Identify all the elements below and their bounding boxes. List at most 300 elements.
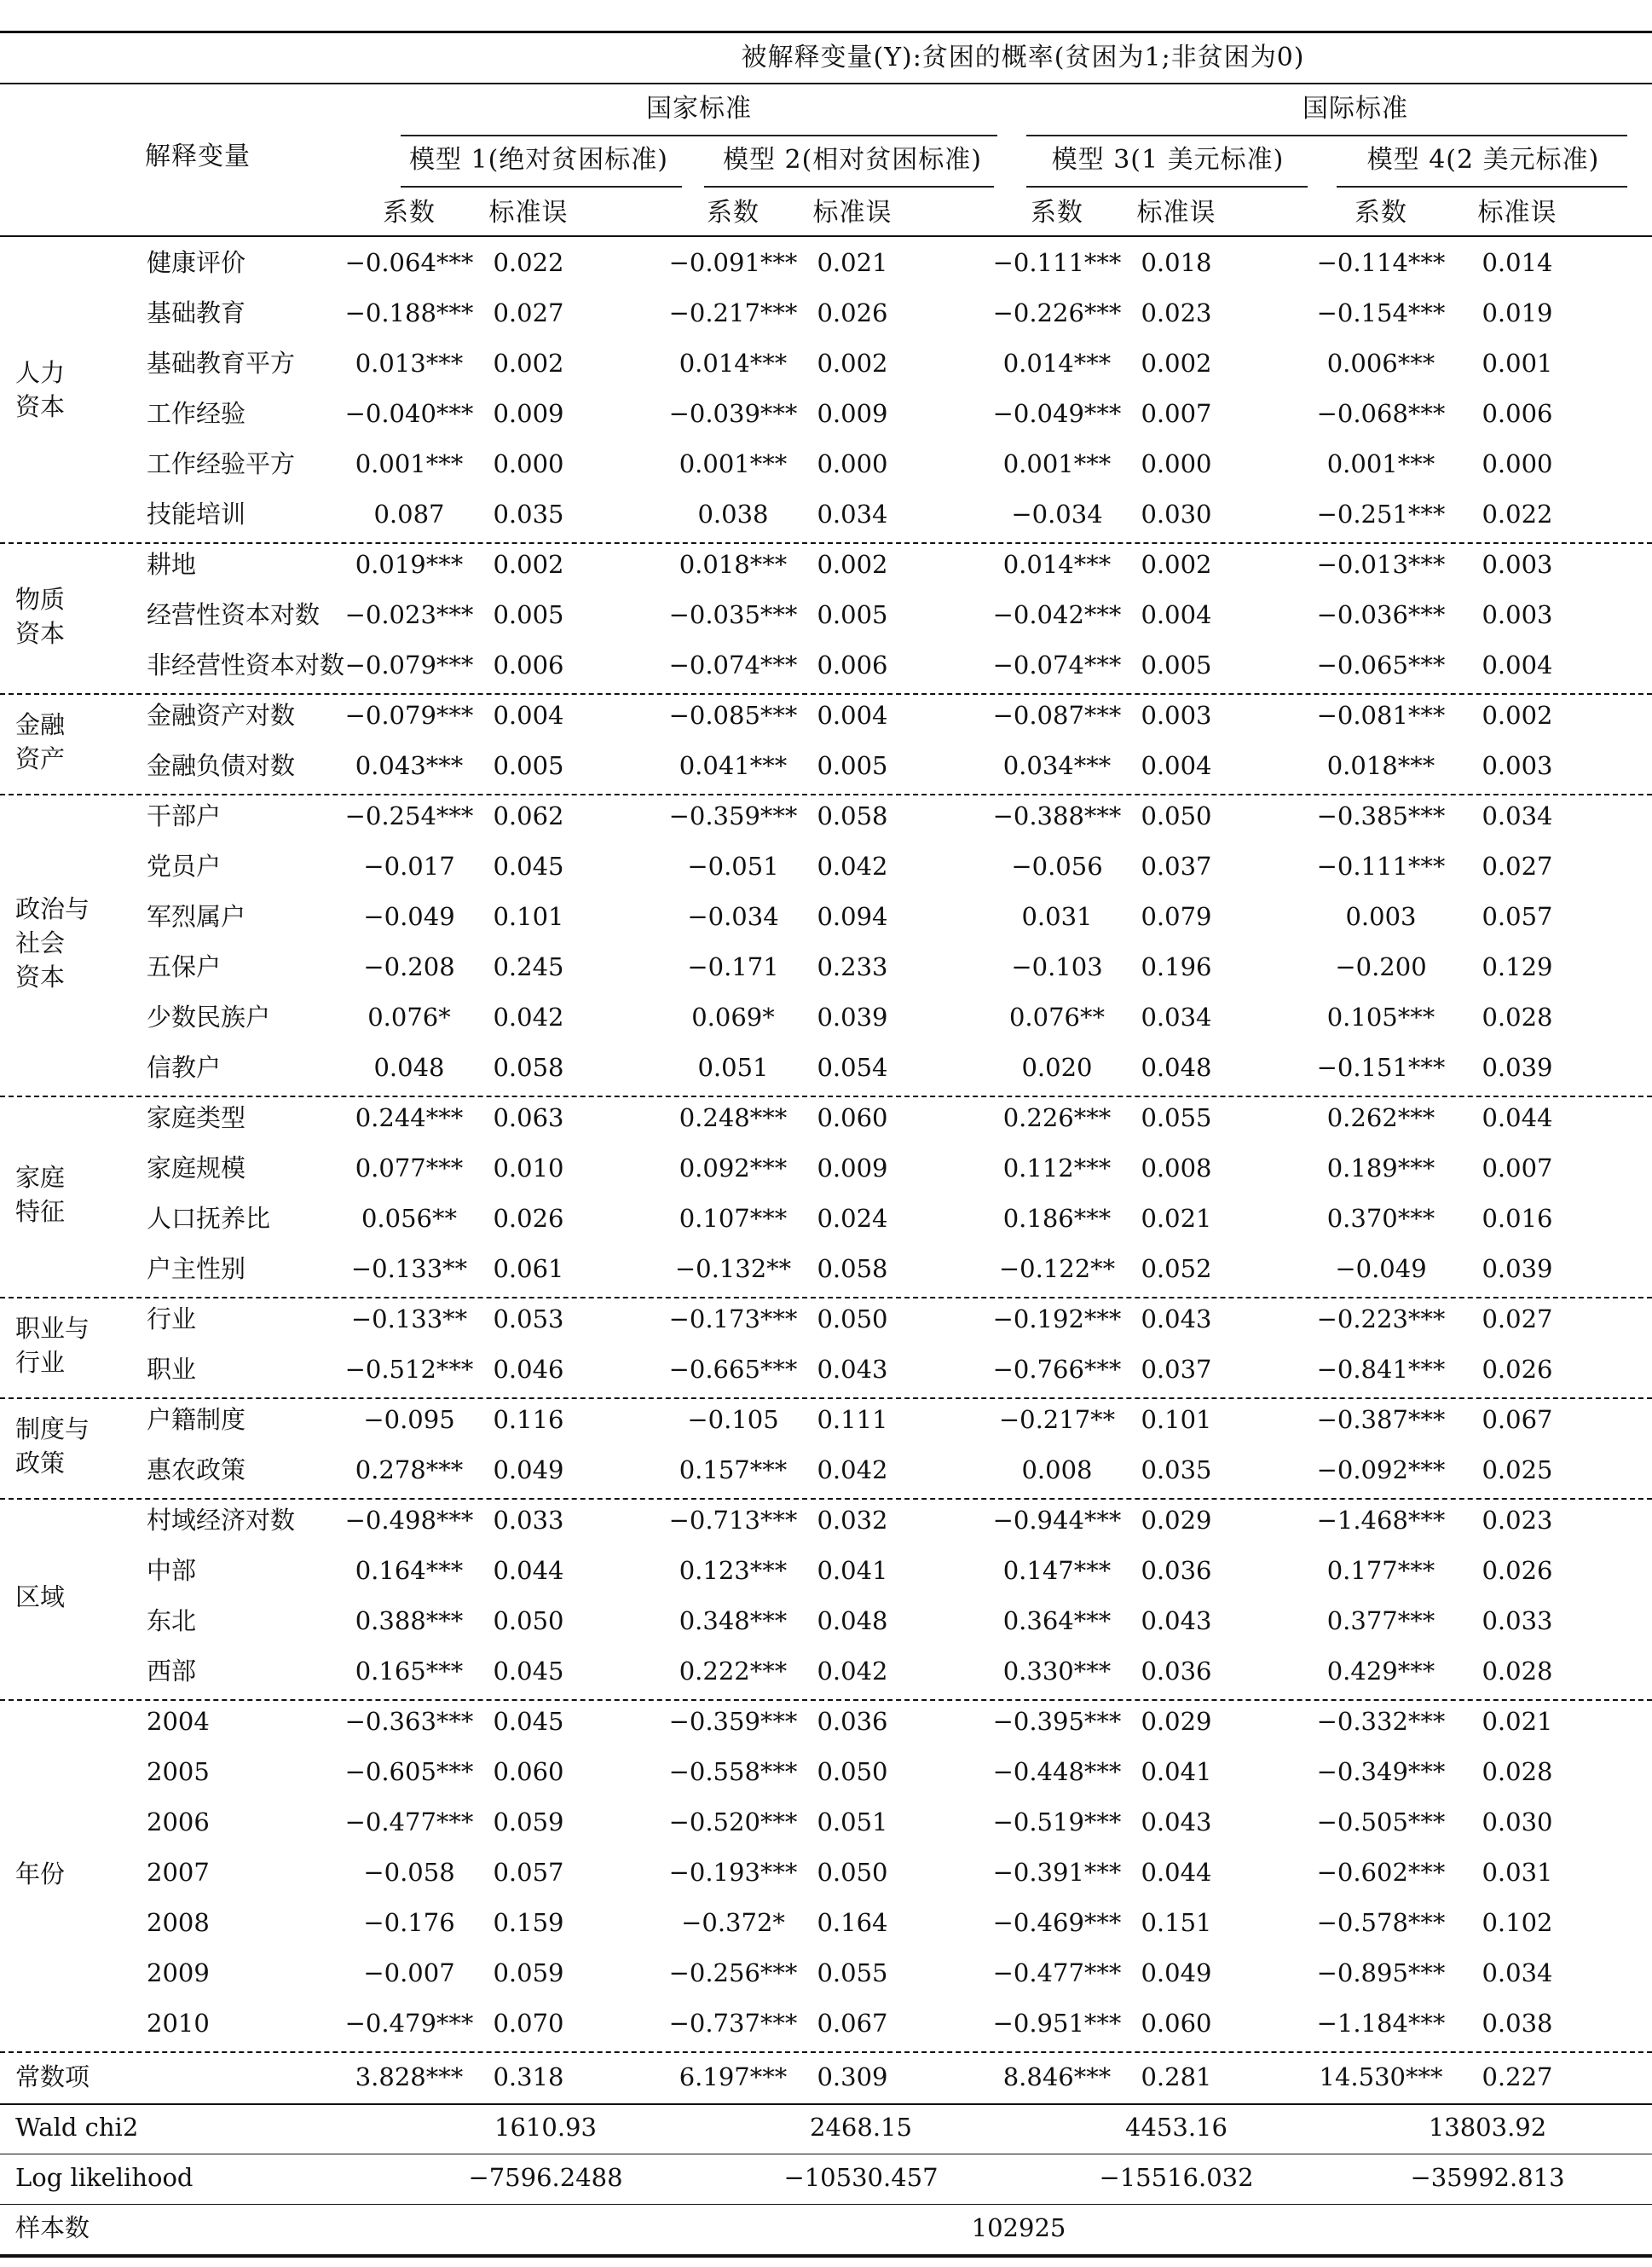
coefficient-value: 0.003: [1345, 902, 1417, 931]
coefficient-value: −0.056: [1011, 852, 1103, 881]
coefficient-value: 0.244***: [355, 1103, 464, 1132]
std-error-value: 0.002: [493, 349, 564, 378]
std-error-value: 0.116: [493, 1405, 564, 1434]
group-label: 家庭 特征: [15, 1163, 66, 1226]
coefficient-value: −0.040***: [344, 399, 474, 428]
coefficient-value: −0.176: [363, 1908, 455, 1937]
table-rule: [0, 235, 1652, 237]
coefficient-value: −0.448***: [992, 1757, 1122, 1786]
std-error-value: 0.026: [1482, 1556, 1553, 1585]
coefficient-value: 0.041***: [679, 751, 788, 780]
std-error-value: 0.038: [1482, 2009, 1553, 2038]
coefficient-value: 0.388***: [355, 1606, 464, 1635]
std-error-value: 0.002: [817, 550, 888, 579]
coefficient-value: 0.051: [697, 1053, 769, 1082]
coefficient-value: −0.713***: [668, 1506, 798, 1535]
variable-name: 少数民族户: [147, 1003, 271, 1032]
variable-name: 2008: [147, 1908, 210, 1937]
std-error-value: 0.054: [817, 1053, 888, 1082]
variable-name: 行业: [147, 1304, 197, 1333]
std-error-value: 0.042: [817, 1657, 888, 1686]
table-rule: [0, 31, 1652, 33]
regression-table: [0, 31, 1652, 2256]
std-error-value: 0.062: [493, 801, 564, 830]
constant-label: 常数项: [15, 2062, 90, 2091]
model-header-3: 模型 3(1 美元标准): [1051, 145, 1285, 175]
coefficient-value: 0.278***: [355, 1455, 464, 1484]
coefficient-value: −0.251***: [1316, 500, 1446, 529]
variable-name: 金融资产对数: [147, 701, 296, 730]
group-label: 制度与 政策: [15, 1414, 90, 1478]
table-rule: [0, 2254, 1652, 2258]
coefficient-value: −0.091***: [668, 248, 798, 277]
std-error-value: 0.006: [1482, 399, 1553, 428]
group-label: 职业与 行业: [15, 1314, 90, 1377]
coefficient-value: 3.828***: [355, 2062, 464, 2091]
std-error-value: 0.009: [817, 399, 888, 428]
std-error-value: 0.003: [1141, 701, 1212, 730]
std-error-value: 0.002: [1482, 701, 1553, 730]
coefficient-value: −0.602***: [1316, 1858, 1446, 1887]
std-error-value: 0.018: [1141, 248, 1212, 277]
coefficient-value: 0.001***: [679, 449, 788, 478]
std-error-value: 0.005: [493, 751, 564, 780]
std-error-value: 0.159: [493, 1908, 564, 1937]
std-error-value: 0.002: [493, 550, 564, 579]
std-error-value: 0.000: [493, 449, 564, 478]
coefficient-value: −0.036***: [1316, 600, 1446, 629]
std-error-value: 0.196: [1141, 952, 1212, 981]
coefficient-value: −0.469***: [992, 1908, 1122, 1937]
std-error-value: 0.005: [493, 600, 564, 629]
std-error-value: 0.318: [493, 2062, 564, 2091]
se-header: 标准误: [488, 198, 569, 228]
coefficient-value: −0.951***: [992, 2009, 1122, 2038]
coefficient-value: −0.359***: [668, 801, 798, 830]
std-error-value: 0.035: [1141, 1455, 1212, 1484]
coefficient-value: −0.103: [1011, 952, 1103, 981]
std-error-value: 0.058: [817, 801, 888, 830]
std-error-value: 0.043: [1141, 1304, 1212, 1333]
std-error-value: 0.002: [1141, 550, 1212, 579]
std-error-value: 0.033: [1482, 1606, 1553, 1635]
coefficient-value: −0.092***: [1316, 1455, 1446, 1484]
variable-name: 家庭规模: [147, 1154, 246, 1183]
coefficient-value: 0.013***: [355, 349, 464, 378]
std-error-value: 0.245: [493, 952, 564, 981]
variable-name: 耕地: [147, 550, 197, 579]
coefficient-value: 0.006***: [1326, 349, 1435, 378]
coef-header: 系数: [707, 198, 760, 228]
coefficient-value: −0.095: [363, 1405, 455, 1434]
coefficient-value: −0.520***: [668, 1807, 798, 1836]
coefficient-value: −0.058: [363, 1858, 455, 1887]
std-error-value: 0.041: [817, 1556, 888, 1585]
std-error-value: 0.035: [493, 500, 564, 529]
stat-value: −10530.457: [783, 2163, 939, 2192]
std-error-value: 0.070: [493, 2009, 564, 2038]
std-error-value: 0.026: [817, 298, 888, 327]
variable-name: 基础教育: [147, 298, 246, 327]
variable-name: 2005: [147, 1757, 210, 1786]
std-error-value: 0.026: [1482, 1355, 1553, 1384]
std-error-value: 0.004: [493, 701, 564, 730]
coefficient-value: −0.007: [363, 1958, 455, 1987]
std-error-value: 0.006: [493, 651, 564, 680]
coefficient-value: −0.034: [1011, 500, 1103, 529]
stat-value: −15516.032: [1099, 2163, 1254, 2192]
coefficient-value: −0.188***: [344, 298, 474, 327]
coefficient-value: −0.359***: [668, 1707, 798, 1736]
std-error-value: 0.023: [1482, 1506, 1553, 1535]
coefficient-value: 0.038: [697, 500, 769, 529]
coefficient-value: 0.087: [373, 500, 445, 529]
variable-name: 2006: [147, 1807, 210, 1836]
coef-header: 系数: [383, 198, 436, 228]
std-error-value: 0.036: [817, 1707, 888, 1736]
stat-value: 13803.92: [1428, 2113, 1547, 2142]
std-error-value: 0.032: [817, 1506, 888, 1535]
coefficient-value: 0.014***: [1002, 349, 1112, 378]
coefficient-value: 6.197***: [679, 2062, 788, 2091]
std-error-value: 0.053: [493, 1304, 564, 1333]
variable-name: 村域经济对数: [147, 1506, 296, 1535]
std-error-value: 0.111: [817, 1405, 888, 1434]
coefficient-value: −0.391***: [992, 1858, 1122, 1887]
national-standard-header: 国家标准: [646, 94, 752, 124]
variable-name: 惠农政策: [147, 1455, 246, 1484]
variable-name: 西部: [147, 1657, 197, 1686]
variable-name: 户籍制度: [147, 1405, 246, 1434]
std-error-value: 0.043: [817, 1355, 888, 1384]
coefficient-value: −0.017: [363, 852, 455, 881]
std-error-value: 0.037: [1141, 1355, 1212, 1384]
model-header-4: 模型 4(2 美元标准): [1366, 145, 1600, 175]
variable-name: 家庭类型: [147, 1103, 246, 1132]
coefficient-value: 0.262***: [1326, 1103, 1435, 1132]
explanatory-variable-header: 解释变量: [145, 142, 251, 171]
std-error-value: 0.006: [817, 651, 888, 680]
group-label: 年份: [15, 1859, 66, 1888]
coefficient-value: −0.151***: [1316, 1053, 1446, 1082]
std-error-value: 0.039: [1482, 1254, 1553, 1283]
coefficient-value: −0.023***: [344, 600, 474, 629]
std-error-value: 0.009: [817, 1154, 888, 1183]
coefficient-value: −0.208: [363, 952, 455, 981]
coefficient-value: 0.020: [1021, 1053, 1093, 1082]
variable-name: 2007: [147, 1858, 210, 1887]
stat-value: 1610.93: [494, 2113, 597, 2142]
coefficient-value: −0.944***: [992, 1506, 1122, 1535]
std-error-value: 0.004: [1141, 600, 1212, 629]
coefficient-value: 0.018***: [1326, 751, 1435, 780]
variable-name: 人口抚养比: [147, 1204, 271, 1233]
coefficient-value: 0.364***: [1002, 1606, 1112, 1635]
std-error-value: 0.003: [1482, 600, 1553, 629]
std-error-value: 0.049: [1141, 1958, 1212, 1987]
std-error-value: 0.031: [1482, 1858, 1553, 1887]
std-error-value: 0.058: [493, 1053, 564, 1082]
stat-value: 2468.15: [810, 2113, 912, 2142]
coefficient-value: 0.107***: [679, 1204, 788, 1233]
coefficient-value: −0.192***: [992, 1304, 1122, 1333]
std-error-value: 0.030: [1482, 1807, 1553, 1836]
coefficient-value: −0.171: [687, 952, 779, 981]
coefficient-value: 0.248***: [679, 1103, 788, 1132]
coefficient-value: −0.173***: [668, 1304, 798, 1333]
std-error-value: 0.034: [1141, 1003, 1212, 1032]
coefficient-value: 0.069*: [691, 1003, 775, 1032]
coefficient-value: −0.372*: [681, 1908, 785, 1937]
coefficient-value: 0.186***: [1002, 1204, 1112, 1233]
variable-name: 经营性资本对数: [147, 600, 321, 629]
coefficient-value: 0.056**: [361, 1204, 458, 1233]
std-error-value: 0.033: [493, 1506, 564, 1535]
sample-size-label: 样本数: [15, 2213, 90, 2242]
coefficient-value: −0.479***: [344, 2009, 474, 2038]
group-label: 人力 资本: [15, 358, 66, 421]
std-error-value: 0.042: [817, 1455, 888, 1484]
coefficient-value: −0.256***: [668, 1958, 798, 1987]
coefficient-value: −0.111***: [992, 248, 1122, 277]
coef-header: 系数: [1031, 198, 1083, 228]
group-label: 物质 资本: [15, 584, 66, 648]
std-error-value: 0.036: [1141, 1556, 1212, 1585]
std-error-value: 0.309: [817, 2062, 888, 2091]
std-error-value: 0.044: [493, 1556, 564, 1585]
std-error-value: 0.045: [493, 1707, 564, 1736]
coefficient-value: −0.064***: [344, 248, 474, 277]
coefficient-value: −0.558***: [668, 1757, 798, 1786]
std-error-value: 0.055: [1141, 1103, 1212, 1132]
coefficient-value: 0.076*: [367, 1003, 451, 1032]
std-error-value: 0.028: [1482, 1757, 1553, 1786]
std-error-value: 0.050: [817, 1757, 888, 1786]
std-error-value: 0.044: [1141, 1858, 1212, 1887]
coefficient-value: 0.189***: [1326, 1154, 1435, 1183]
coefficient-value: −0.034: [687, 902, 779, 931]
coefficient-value: −0.068***: [1316, 399, 1446, 428]
coefficient-value: −0.114***: [1316, 248, 1446, 277]
variable-name: 2010: [147, 2009, 210, 2038]
coefficient-value: −0.065***: [1316, 651, 1446, 680]
std-error-value: 0.067: [1482, 1405, 1553, 1434]
coefficient-value: −0.477***: [344, 1807, 474, 1836]
std-error-value: 0.227: [1482, 2062, 1553, 2091]
coefficient-value: 0.031: [1021, 902, 1093, 931]
std-error-value: 0.039: [817, 1003, 888, 1032]
std-error-value: 0.063: [493, 1103, 564, 1132]
std-error-value: 0.043: [1141, 1807, 1212, 1836]
std-error-value: 0.034: [817, 500, 888, 529]
group-label: 金融 资产: [15, 710, 66, 773]
std-error-value: 0.002: [817, 349, 888, 378]
std-error-value: 0.050: [817, 1304, 888, 1333]
coefficient-value: −0.133**: [350, 1304, 468, 1333]
coefficient-value: 0.001***: [1326, 449, 1435, 478]
std-error-value: 0.027: [1482, 1304, 1553, 1333]
coefficient-value: −0.841***: [1316, 1355, 1446, 1384]
coefficient-value: 0.348***: [679, 1606, 788, 1635]
coefficient-value: −0.087***: [992, 701, 1122, 730]
coefficient-value: 0.177***: [1326, 1556, 1435, 1585]
coefficient-value: 0.048: [373, 1053, 445, 1082]
std-error-value: 0.057: [493, 1858, 564, 1887]
coefficient-value: −0.766***: [992, 1355, 1122, 1384]
std-error-value: 0.050: [1141, 801, 1212, 830]
std-error-value: 0.008: [1141, 1154, 1212, 1183]
std-error-value: 0.029: [1141, 1506, 1212, 1535]
std-error-value: 0.005: [1141, 651, 1212, 680]
std-error-value: 0.010: [493, 1154, 564, 1183]
coefficient-value: 8.846***: [1002, 2062, 1112, 2091]
variable-name: 技能培训: [147, 500, 246, 529]
std-error-value: 0.052: [1141, 1254, 1212, 1283]
coefficient-value: 0.429***: [1326, 1657, 1435, 1686]
std-error-value: 0.025: [1482, 1455, 1553, 1484]
variable-name: 户主性别: [147, 1254, 246, 1283]
coefficient-value: −0.895***: [1316, 1958, 1446, 1987]
std-error-value: 0.034: [1482, 801, 1553, 830]
coefficient-value: −0.035***: [668, 600, 798, 629]
std-error-value: 0.026: [493, 1204, 564, 1233]
coefficient-value: −0.122**: [998, 1254, 1116, 1283]
coefficient-value: −0.605***: [344, 1757, 474, 1786]
stat-value: 4453.16: [1125, 2113, 1227, 2142]
coefficient-value: −0.049: [1335, 1254, 1427, 1283]
std-error-value: 0.050: [493, 1606, 564, 1635]
coefficient-value: −0.013***: [1316, 550, 1446, 579]
std-error-value: 0.000: [817, 449, 888, 478]
model-header-2: 模型 2(相对贫困标准): [722, 145, 983, 175]
coefficient-value: −0.512***: [344, 1355, 474, 1384]
coefficient-value: 0.019***: [355, 550, 464, 579]
std-error-value: 0.233: [817, 952, 888, 981]
coefficient-value: −0.387***: [1316, 1405, 1446, 1434]
coefficient-value: −0.042***: [992, 600, 1122, 629]
std-error-value: 0.037: [1141, 852, 1212, 881]
std-error-value: 0.030: [1141, 500, 1212, 529]
std-error-value: 0.059: [493, 1807, 564, 1836]
variable-name: 信教户: [147, 1053, 222, 1082]
coefficient-value: 0.001***: [1002, 449, 1112, 478]
coefficient-value: −0.477***: [992, 1958, 1122, 1987]
variable-name: 职业: [147, 1355, 197, 1384]
coefficient-value: −0.079***: [344, 701, 474, 730]
std-error-value: 0.028: [1482, 1657, 1553, 1686]
std-error-value: 0.003: [1482, 550, 1553, 579]
std-error-value: 0.046: [493, 1355, 564, 1384]
sample-size-value: 102925: [971, 2213, 1066, 2242]
variable-name: 非经营性资本对数: [147, 651, 345, 680]
variable-name: 军烈属户: [147, 902, 246, 931]
std-error-value: 0.004: [1482, 651, 1553, 680]
std-error-value: 0.007: [1141, 399, 1212, 428]
stat-value: −35992.813: [1410, 2163, 1565, 2192]
international-standard-header: 国际标准: [1303, 94, 1408, 124]
std-error-value: 0.058: [817, 1254, 888, 1283]
std-error-value: 0.014: [1482, 248, 1553, 277]
std-error-value: 0.034: [1482, 1958, 1553, 1987]
coefficient-value: 0.043***: [355, 751, 464, 780]
coefficient-value: −0.385***: [1316, 801, 1446, 830]
variable-name: 工作经验平方: [147, 449, 296, 478]
coefficient-value: −0.217**: [998, 1405, 1116, 1434]
span-underline: [401, 186, 682, 188]
std-error-value: 0.009: [493, 399, 564, 428]
std-error-value: 0.067: [817, 2009, 888, 2038]
std-error-value: 0.060: [493, 1757, 564, 1786]
coefficient-value: 0.164***: [355, 1556, 464, 1585]
std-error-value: 0.003: [1482, 751, 1553, 780]
coefficient-value: 0.147***: [1002, 1556, 1112, 1585]
std-error-value: 0.036: [1141, 1657, 1212, 1686]
coefficient-value: 0.112***: [1002, 1154, 1112, 1183]
std-error-value: 0.129: [1482, 952, 1553, 981]
std-error-value: 0.094: [817, 902, 888, 931]
std-error-value: 0.023: [1141, 298, 1212, 327]
std-error-value: 0.000: [1482, 449, 1553, 478]
coefficient-value: 0.105***: [1326, 1003, 1435, 1032]
std-error-value: 0.061: [493, 1254, 564, 1283]
coefficient-value: 0.377***: [1326, 1606, 1435, 1635]
coefficient-value: −0.200: [1335, 952, 1427, 981]
coefficient-value: 0.077***: [355, 1154, 464, 1183]
coefficient-value: 0.018***: [679, 550, 788, 579]
span-underline: [704, 186, 994, 188]
std-error-value: 0.164: [817, 1908, 888, 1937]
coefficient-value: −0.051: [687, 852, 779, 881]
std-error-value: 0.051: [817, 1807, 888, 1836]
std-error-value: 0.048: [1141, 1053, 1212, 1082]
coefficient-value: −0.226***: [992, 298, 1122, 327]
std-error-value: 0.024: [817, 1204, 888, 1233]
coefficient-value: −0.519***: [992, 1807, 1122, 1836]
coefficient-value: −0.217***: [668, 298, 798, 327]
model-header-1: 模型 1(绝对贫困标准): [408, 145, 669, 175]
std-error-value: 0.007: [1482, 1154, 1553, 1183]
std-error-value: 0.000: [1141, 449, 1212, 478]
stat-label: Wald chi2: [15, 2113, 139, 2142]
std-error-value: 0.045: [493, 852, 564, 881]
variable-name: 五保户: [147, 952, 222, 981]
std-error-value: 0.043: [1141, 1606, 1212, 1635]
coefficient-value: −0.193***: [668, 1858, 798, 1887]
std-error-value: 0.057: [1482, 902, 1553, 931]
std-error-value: 0.060: [817, 1103, 888, 1132]
std-error-value: 0.042: [493, 1003, 564, 1032]
std-error-value: 0.021: [817, 248, 888, 277]
std-error-value: 0.005: [817, 600, 888, 629]
std-error-value: 0.022: [1482, 500, 1553, 529]
std-error-value: 0.027: [1482, 852, 1553, 881]
coefficient-value: −0.079***: [344, 651, 474, 680]
coefficient-value: 14.530***: [1319, 2062, 1443, 2091]
coefficient-value: −0.665***: [668, 1355, 798, 1384]
variable-name: 党员户: [147, 852, 222, 881]
coefficient-value: 0.014***: [679, 349, 788, 378]
std-error-value: 0.002: [1141, 349, 1212, 378]
std-error-value: 0.151: [1141, 1908, 1212, 1937]
std-error-value: 0.016: [1482, 1204, 1553, 1233]
coefficient-value: −0.074***: [668, 651, 798, 680]
coefficient-value: 0.123***: [679, 1556, 788, 1585]
coefficient-value: −0.254***: [344, 801, 474, 830]
std-error-value: 0.050: [817, 1858, 888, 1887]
coefficient-value: −0.074***: [992, 651, 1122, 680]
std-error-value: 0.028: [1482, 1003, 1553, 1032]
coefficient-value: −0.223***: [1316, 1304, 1446, 1333]
